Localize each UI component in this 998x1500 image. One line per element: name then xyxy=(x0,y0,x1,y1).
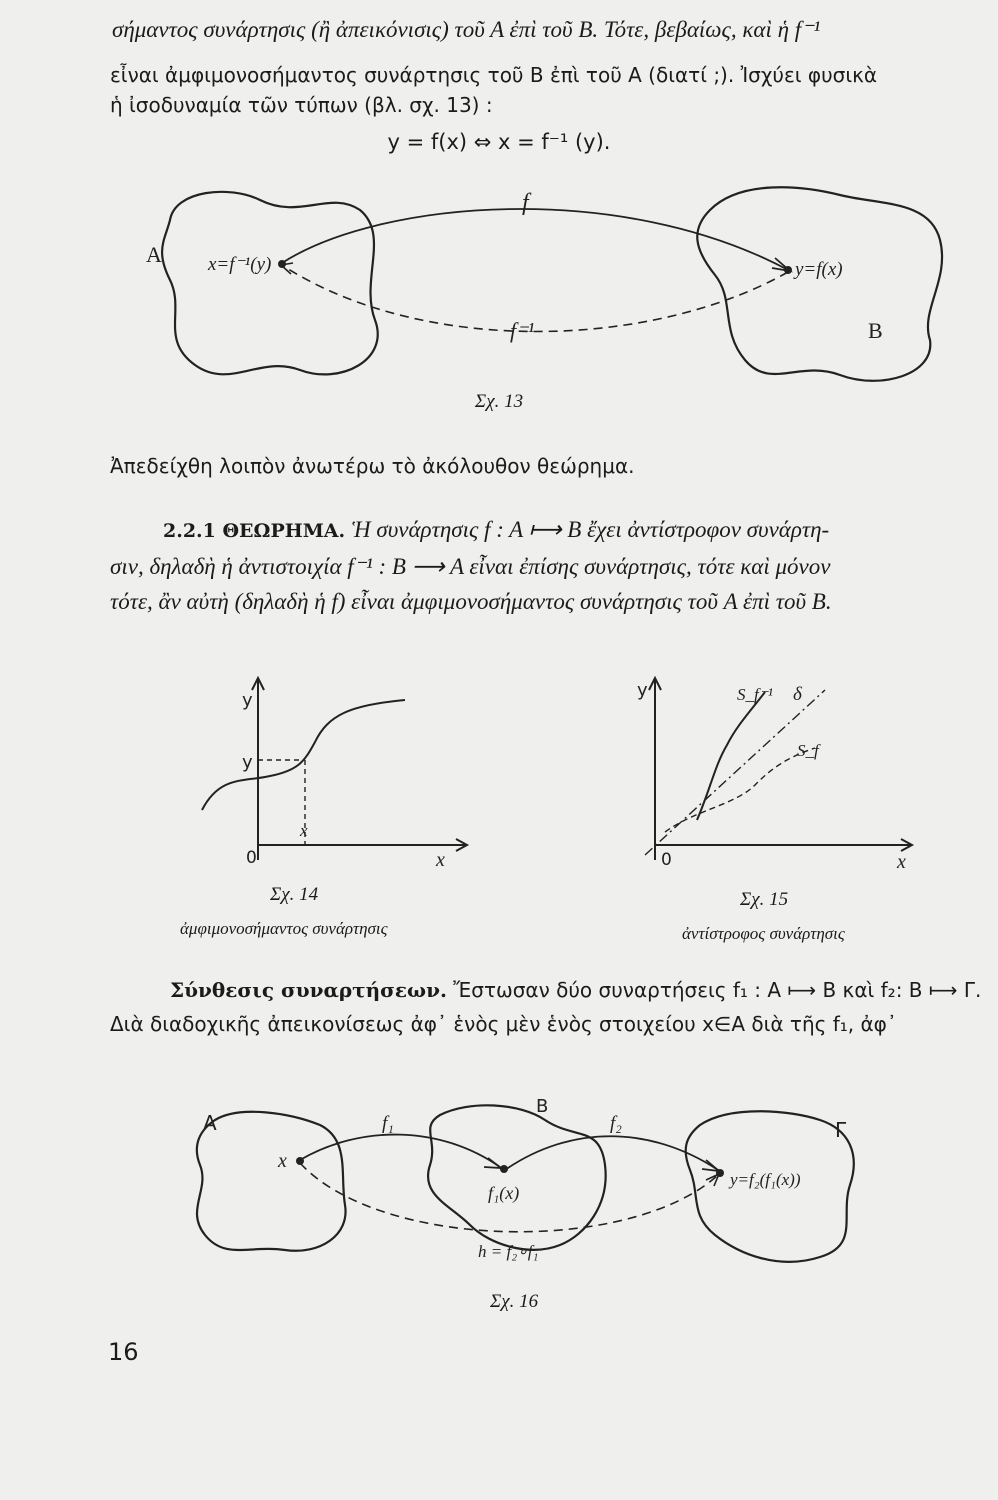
figure-13 xyxy=(0,160,998,420)
theorem-line-1 xyxy=(163,518,829,541)
composition-line-1-rest: Ἔστωσαν δύο συναρτήσεις f₁ : A ⟼ B καὶ f₂: B ⟼ Γ. xyxy=(453,978,982,1002)
fig16-label-f1: f₁ xyxy=(382,1113,394,1134)
fig14-origin: 0 xyxy=(246,848,257,868)
fig15-label-sfinv: S_f⁻¹ xyxy=(737,685,773,704)
fig16-label-a: A xyxy=(203,1111,217,1135)
point-y xyxy=(784,266,792,274)
figure-16 xyxy=(0,1085,998,1300)
fig14-y-axis: y xyxy=(242,690,253,711)
fig16-arrow-f1 xyxy=(300,1135,500,1167)
fig13-caption: Σχ. 13 xyxy=(474,391,524,412)
fig14-caption: Σχ. 14 xyxy=(270,884,319,905)
fig16-arrow-f2 xyxy=(505,1136,718,1170)
fig14-subcaption: ἀμφιμονοσήμαντος συνάρτησις xyxy=(180,919,388,938)
theorem-line-3: τότε, ἂν αὐτὴ (δηλαδὴ ἡ f) εἶναι ἀμφιμονοσήμαντος συνάρτησις τοῦ A ἐπὶ τοῦ B. xyxy=(110,589,832,614)
fig16-point-y: y=f₂(f₁(x)) xyxy=(730,1170,801,1189)
intro-line-3: ἡ ἰσοδυναμία τῶν τύπων (βλ. σχ. 13) : xyxy=(110,93,493,117)
fig16-point-x: x xyxy=(278,1150,287,1172)
fig16-label-b: B xyxy=(536,1096,549,1117)
fig15-label-d: δ xyxy=(793,684,802,705)
label-set-b: B xyxy=(868,318,883,343)
set-a-blob xyxy=(162,192,378,375)
label-point-y: y=f(x) xyxy=(795,259,843,280)
page-number: 16 xyxy=(108,1338,139,1366)
fig14-x-mark: x xyxy=(300,821,308,840)
fig15-origin: 0 xyxy=(661,850,672,870)
label-f-inverse: f⁻¹ xyxy=(510,318,535,343)
set-b-blob xyxy=(697,187,942,381)
figure-14 xyxy=(190,670,480,870)
intro-line-1: σήμαντος συνάρτησις (ἢ ἀπεικόνισις) τοῦ Α ἐπὶ τοῦ Β. Τότε, βεβαίως, καὶ ἡ f⁻¹ xyxy=(112,17,821,42)
arrow-f-curve xyxy=(282,209,788,270)
fig16-label-f2: f₂ xyxy=(610,1113,622,1134)
label-f: f xyxy=(522,190,529,216)
fig14-curve xyxy=(202,700,405,810)
fig15-label-sf: S_f xyxy=(797,741,819,760)
proved-line: Ἀπεδείχθη λοιπὸν ἀνωτέρω τὸ ἀκόλουθον θεώρημα. xyxy=(110,454,635,478)
fig16-set-a xyxy=(197,1112,346,1251)
fig15-y-axis: y xyxy=(637,680,648,701)
fig14-x-axis: x xyxy=(436,849,445,871)
fig14-y-mark: y xyxy=(242,752,253,773)
fig16-label-h: h = f₂∘f₁ xyxy=(478,1242,539,1261)
composition-line-2: Διὰ διαδοχικῆς ἀπεικονίσεως ἀφ᾽ ἑνὸς μὲν ἑνὸς στοιχείου x∈A διὰ τῆς f₁, ἀφ᾽ xyxy=(110,1012,897,1036)
figure-15 xyxy=(625,670,925,873)
fig15-subcaption: ἀντίστροφος συνάρτησις xyxy=(682,924,845,943)
fig16-point-f1x: f₁(x) xyxy=(488,1183,520,1203)
label-point-x: x=f⁻¹(y) xyxy=(208,254,272,275)
fig15-bisector xyxy=(645,690,825,855)
arrow-finv-curve xyxy=(282,265,788,332)
intro-line-2: εἶναι ἀμφιμονοσήμαντος συνάρτησις τοῦ Β ἐπὶ τοῦ Α (διατί ;). Ἰσχύει φυσικὰ xyxy=(110,63,878,87)
fig15-x-axis: x xyxy=(897,851,906,873)
theorem-text-1: Ἡ συνάρτησις f : A ⟼ B ἔχει ἀντίστροφον συνάρτη- xyxy=(351,517,830,542)
point-x xyxy=(278,260,286,268)
composition-heading: Σύνθεσις συναρτήσεων. xyxy=(170,978,447,1002)
theorem-number: 2.2.1 ΘΕΩΡΗΜΑ. xyxy=(163,520,346,542)
fig16-label-g: Γ xyxy=(835,1118,847,1142)
theorem-line-2: σιν, δηλαδὴ ἡ ἀντιστοιχία f⁻¹ : B ⟶ A εἶναι ἐπίσης συνάρτησις, τότε καὶ μόνον xyxy=(110,554,831,579)
fig15-curve-f xyxy=(665,748,815,832)
label-set-a: A xyxy=(146,242,162,267)
inverse-formula: y = f(x) ⇔ x = f⁻¹ (y). xyxy=(387,130,611,154)
composition-line-1 xyxy=(170,980,981,1000)
fig15-caption: Σχ. 15 xyxy=(740,889,789,910)
fig16-caption: Σχ. 16 xyxy=(490,1291,539,1312)
